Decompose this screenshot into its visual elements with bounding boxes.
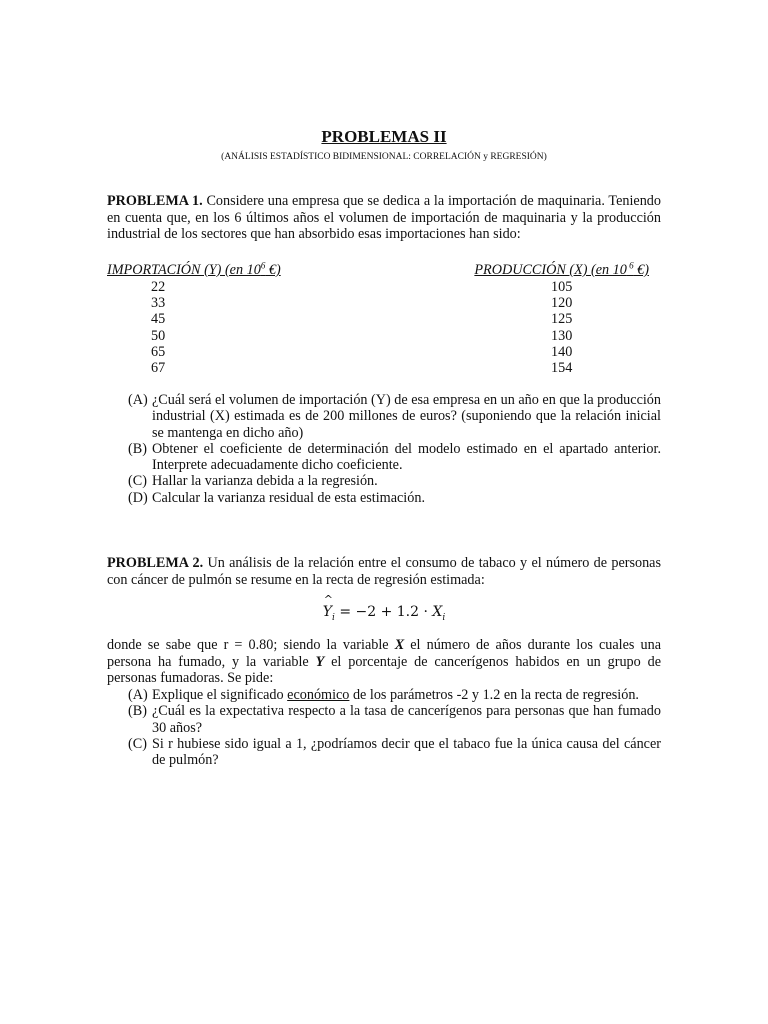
problem-2-questions xyxy=(128,687,661,768)
variable-x: X xyxy=(394,637,405,653)
importacion-value: 22 xyxy=(151,279,166,295)
produccion-value: 120 xyxy=(551,295,573,312)
table-row xyxy=(107,295,661,311)
produccion-value: 105 xyxy=(551,279,573,295)
table-row xyxy=(107,279,661,295)
document-title: PROBLEMAS II xyxy=(321,127,447,146)
table-row xyxy=(107,360,661,376)
data-table-body xyxy=(107,279,661,376)
column-header-produccion: PRODUCCIÓN (X) (en 10 $^6$ €) xyxy=(474,260,649,278)
question-1-b: (B) Obtener el coeficiente de determinación del modelo estimado en el apartado anterior. Interprete adecuadamente dicho coeficiente. xyxy=(128,440,661,474)
question-2a: (A) Explique el significado económico de los parámetros -2 y 1.2 en la recta de regresión. xyxy=(128,687,639,703)
produccion-value: 130 xyxy=(551,327,573,344)
regression-formula: ^ $Y_i = -2 + 1.2 \cdot X_i$ xyxy=(107,604,661,623)
problem-1-questions xyxy=(128,392,661,506)
problem-2-text: Un análisis de la relación entre el consumo de tabaco y el número de personas con cáncer de pulmón se resume en la recta de regresión estimada: xyxy=(107,555,661,588)
importacion-value: 67 xyxy=(151,359,166,376)
question-2c: (C) Si r hubiese sido igual a 1, ¿podríamos decir que el tabaco fue la única causa del cáncer de pulmón? xyxy=(128,735,661,769)
problem-1-intro xyxy=(107,193,661,243)
importacion-value: 33 xyxy=(151,295,166,312)
table-row xyxy=(107,344,661,360)
problem-2-label: PROBLEMA 2. xyxy=(107,555,204,571)
importacion-value: 65 xyxy=(151,343,166,360)
variable-y: Y xyxy=(315,653,325,670)
question-1-a: (A) ¿Cuál será el volumen de importación (Y) de esa empresa en un año en que la producción industrial (X) estimada es de 200 millones de euros? (suponiendo que la relación inicial se mantenga en dicho año) xyxy=(128,392,661,441)
importacion-value: 50 xyxy=(151,327,166,344)
table-row xyxy=(107,311,661,327)
question-1-d: (D) Calcular la varianza residual de esta estimación. xyxy=(128,489,425,506)
produccion-value: 140 xyxy=(551,343,573,360)
question-1-c: (C) Hallar la varianza debida a la regresión. xyxy=(128,473,378,490)
problem-1-label: PROBLEMA 1. xyxy=(107,193,203,209)
question-2b: (B) ¿Cuál es la expectativa respecto a la tasa de cancerígenos para personas que han fumado 30 años? xyxy=(128,703,661,736)
column-header-importacion: IMPORTACIÓN (Y) (en $10^6$ €) xyxy=(107,260,281,278)
problem-2-intro xyxy=(107,555,661,588)
produccion-value: 125 xyxy=(551,311,573,328)
problem-1-text: Considere una empresa que se dedica a la importación de maquinaria. Teniendo en cuenta que, en los 6 últimos años el volumen de importación de maquinaria y la producción industrial de los sectores que han absorbido esas importaciones han sido: xyxy=(107,193,661,242)
produccion-value: 154 xyxy=(551,359,573,376)
importacion-value: 45 xyxy=(151,311,166,328)
problem-2-context: donde se sabe que r = 0.80; siendo la variable X el número de años durante los cuales una persona ha fumado, y la variable Y el porcentaje de cancerígenos habidos en un grupo de personas fumadoras. Se pide: xyxy=(107,637,661,686)
table-row xyxy=(107,328,661,344)
document-subtitle: (ANÁLISIS ESTADÍSTICO BIDIMENSIONAL: CORRELACIÓN y REGRESIÓN) xyxy=(221,152,547,162)
data-table-header xyxy=(107,262,661,279)
